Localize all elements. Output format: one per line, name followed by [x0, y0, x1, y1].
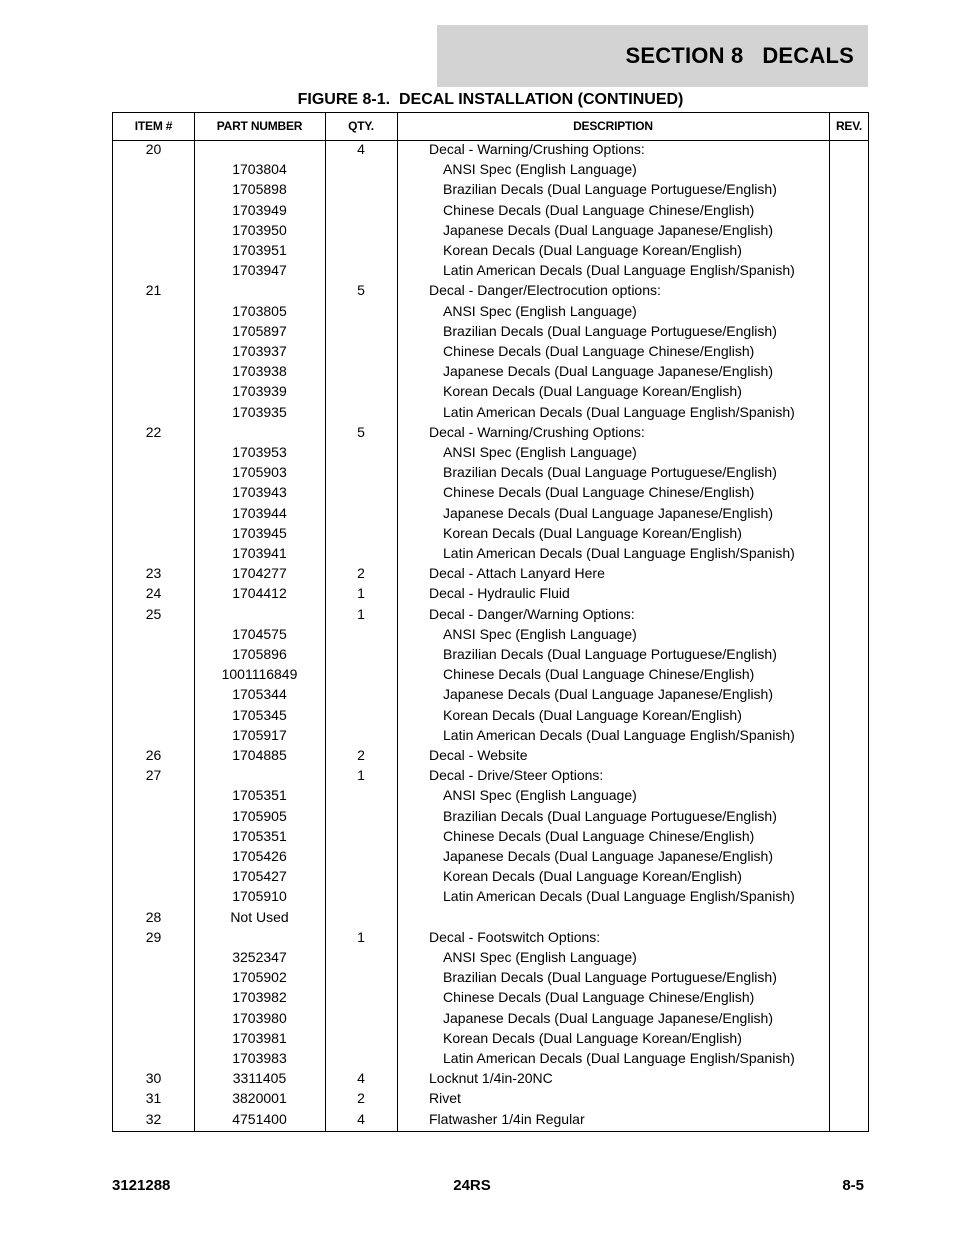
table-row [113, 1048, 868, 1068]
header-item-number: ITEM # [134, 119, 173, 133]
description-cell: Japanese Decals (Dual Language Japanese/English) [443, 686, 773, 703]
table-row [113, 442, 868, 462]
quantity-cell [325, 886, 397, 906]
item-number-cell: 24 [145, 585, 162, 602]
item-number-cell: 22 [145, 423, 162, 440]
quantity-cell [325, 482, 397, 502]
description-cell: Latin American Decals (Dual Language English/Spanish) [443, 888, 795, 905]
part-number-cell [194, 765, 325, 785]
description-cell: Latin American Decals (Dual Language English/Spanish) [443, 545, 795, 561]
quantity-cell [325, 987, 397, 1007]
part-number-cell: 1703941 [232, 545, 287, 561]
table-row [113, 907, 868, 927]
part-number-cell: 1703950 [232, 221, 287, 238]
description-cell: Decal - Attach Lanyard Here [429, 565, 605, 582]
item-number-cell [113, 301, 194, 321]
item-number-cell: 28 [145, 908, 162, 925]
quantity-cell [325, 866, 397, 886]
description-cell: Decal - Danger/Warning Options: [429, 605, 635, 622]
table-row [113, 644, 868, 664]
part-number-cell: 1703935 [232, 403, 287, 420]
table-header [113, 113, 868, 141]
item-number-cell [113, 503, 194, 523]
description-cell: Decal - Drive/Steer Options: [429, 767, 604, 784]
part-number-cell: 1703943 [232, 484, 287, 501]
table-row [113, 1028, 868, 1048]
description-cell: Chinese Decals (Dual Language Chinese/English) [443, 666, 755, 683]
quantity-cell [325, 462, 397, 482]
description-cell: Korean Decals (Dual Language Korean/English) [443, 1029, 742, 1046]
part-number-cell: 1703951 [232, 242, 287, 258]
item-number-cell [113, 644, 194, 664]
part-number-cell: 1705427 [232, 868, 287, 885]
item-number-cell [113, 240, 194, 260]
table-row [113, 725, 868, 745]
item-number-cell [113, 684, 194, 704]
description-cell: Brazilian Decals (Dual Language Portuguese/English) [443, 464, 777, 481]
item-number-cell [113, 462, 194, 482]
table-row [113, 806, 868, 826]
part-number-cell: 1703805 [232, 302, 287, 319]
quantity-cell [325, 200, 397, 220]
table-row [113, 987, 868, 1007]
table-row [113, 1008, 868, 1028]
quantity-cell [325, 301, 397, 321]
item-number-cell [113, 624, 194, 644]
quantity-cell: 5 [357, 423, 365, 440]
quantity-cell [325, 684, 397, 704]
description-cell: Chinese Decals (Dual Language Chinese/English) [443, 201, 755, 218]
item-number-cell [113, 543, 194, 563]
part-number-cell: 1704412 [232, 585, 287, 602]
part-number-cell: 1705910 [232, 888, 287, 905]
part-number-cell: 1703944 [232, 504, 287, 521]
description-cell: ANSI Spec (English Language) [443, 161, 637, 178]
part-number-cell: 3252347 [232, 949, 287, 965]
description-cell: Chinese Decals (Dual Language Chinese/English) [443, 989, 755, 1006]
quantity-cell: 1 [357, 585, 365, 602]
description-cell: Latin American Decals (Dual Language English/Spanish) [443, 403, 795, 420]
parts-table [112, 112, 869, 1132]
part-number-cell: 1703982 [232, 989, 287, 1006]
item-number-cell [113, 361, 194, 381]
description-cell: Decal - Danger/Electrocution options: [429, 282, 661, 299]
quantity-cell: 4 [357, 1070, 365, 1087]
table-row [113, 159, 868, 179]
quantity-cell [325, 341, 397, 361]
item-number-cell: 31 [145, 1090, 162, 1107]
part-number-cell: 1703937 [232, 343, 287, 359]
table-row [113, 321, 868, 341]
header-part-number: PART NUMBER [216, 119, 303, 133]
description-cell: Japanese Decals (Dual Language Japanese/English) [443, 504, 773, 521]
item-number-cell [113, 523, 194, 543]
part-number-cell: 1705344 [232, 686, 287, 703]
part-number-cell: 1705902 [232, 969, 287, 986]
description-cell: Brazilian Decals (Dual Language Portuguese/English) [443, 807, 777, 824]
item-number-cell [113, 1028, 194, 1048]
item-number-cell: 27 [145, 767, 162, 784]
section-title: SECTION 8 DECALS [625, 43, 854, 68]
item-number-cell: 23 [145, 565, 162, 582]
item-number-cell [113, 826, 194, 846]
part-number-cell: 1703947 [232, 262, 287, 279]
section-banner [437, 25, 868, 87]
part-number-cell: 1705917 [232, 726, 287, 743]
footer-model: 24RS [453, 1177, 491, 1194]
table-row [113, 361, 868, 381]
table-row [113, 563, 868, 583]
item-number-cell [113, 341, 194, 361]
description-cell: Korean Decals (Dual Language Korean/English) [443, 524, 742, 541]
quantity-cell [325, 947, 397, 967]
item-number-cell [113, 705, 194, 725]
description-cell: Decal - Hydraulic Fluid [429, 585, 570, 602]
table-row [113, 745, 868, 765]
part-number-cell [194, 280, 325, 300]
part-number-cell: 1705351 [232, 787, 287, 804]
table-row [113, 1088, 868, 1108]
part-number-cell: 1705896 [232, 646, 287, 662]
quantity-cell [325, 1048, 397, 1068]
item-number-cell [113, 381, 194, 401]
quantity-cell [325, 523, 397, 543]
part-number-cell: 1703938 [232, 363, 287, 380]
quantity-cell [325, 220, 397, 240]
table-row [113, 826, 868, 846]
part-number-cell: 4751400 [232, 1110, 287, 1127]
table-row [113, 1068, 868, 1088]
quantity-cell [325, 1008, 397, 1028]
description-cell: Flatwasher 1/4in Regular [429, 1110, 585, 1127]
quantity-cell [325, 664, 397, 684]
description-cell: Locknut 1/4in-20NC [429, 1070, 553, 1087]
table-row [113, 523, 868, 543]
item-number-cell [113, 321, 194, 341]
description-cell: ANSI Spec (English Language) [443, 302, 637, 319]
table-row [113, 341, 868, 361]
description-cell: ANSI Spec (English Language) [443, 787, 637, 804]
part-number-cell: 1705426 [232, 848, 287, 864]
part-number-cell [194, 927, 325, 947]
table-row [113, 462, 868, 482]
part-number-cell [194, 604, 325, 624]
table-row [113, 967, 868, 987]
table-row [113, 260, 868, 280]
quantity-cell: 4 [357, 141, 365, 157]
part-number-cell: 1703953 [232, 444, 287, 460]
quantity-cell: 5 [357, 282, 365, 299]
item-number-cell [113, 1008, 194, 1028]
description-cell: ANSI Spec (English Language) [443, 625, 637, 642]
footer-doc-number: 3121288 [112, 1177, 171, 1194]
description-cell: Korean Decals (Dual Language Korean/English) [443, 706, 742, 723]
description-cell: Korean Decals (Dual Language Korean/English) [443, 868, 742, 885]
header-description: DESCRIPTION [573, 119, 653, 133]
table-row [113, 765, 868, 785]
description-cell: Decal - Warning/Crushing Options: [429, 423, 645, 440]
part-number-cell: 3820001 [232, 1090, 287, 1107]
item-number-cell: 26 [145, 747, 162, 763]
part-number-cell: 1703983 [232, 1050, 287, 1066]
part-number-cell [194, 422, 325, 442]
description-cell: Brazilian Decals (Dual Language Portuguese/English) [443, 322, 777, 339]
part-number-cell: 3311405 [232, 1070, 287, 1087]
item-number-cell [113, 806, 194, 826]
description-cell [429, 907, 829, 927]
quantity-cell [325, 159, 397, 179]
part-number-cell: 1703945 [232, 524, 287, 541]
item-number-cell [113, 886, 194, 906]
description-cell: ANSI Spec (English Language) [443, 949, 637, 965]
description-cell: Korean Decals (Dual Language Korean/English) [443, 242, 742, 258]
part-number-cell: 1001116849 [221, 666, 298, 683]
description-cell: Japanese Decals (Dual Language Japanese/English) [443, 363, 773, 380]
part-number-cell: 1705351 [232, 827, 287, 844]
item-number-cell [113, 866, 194, 886]
quantity-cell [325, 907, 397, 927]
item-number-cell [113, 159, 194, 179]
quantity-cell [325, 846, 397, 866]
quantity-cell [325, 179, 397, 199]
table-row [113, 705, 868, 725]
part-number-cell: 1704885 [232, 747, 287, 763]
quantity-cell [325, 1028, 397, 1048]
item-number-cell [113, 947, 194, 967]
description-cell: Decal - Website [429, 747, 528, 763]
item-number-cell: 32 [145, 1110, 162, 1127]
item-number-cell [113, 1048, 194, 1068]
item-number-cell [113, 725, 194, 745]
item-number-cell: 21 [145, 282, 162, 299]
table-row [113, 927, 868, 947]
table-row [113, 280, 868, 300]
header-revision: REV. [835, 119, 863, 133]
description-cell: Chinese Decals (Dual Language Chinese/English) [443, 343, 755, 359]
quantity-cell [325, 503, 397, 523]
quantity-cell [325, 240, 397, 260]
table-row [113, 604, 868, 624]
part-number-cell: 1703981 [232, 1029, 287, 1046]
item-number-cell [113, 200, 194, 220]
quantity-cell: 2 [357, 565, 365, 582]
part-number-cell: 1704575 [232, 625, 287, 642]
quantity-cell [325, 260, 397, 280]
item-number-cell [113, 664, 194, 684]
table-row [113, 785, 868, 805]
footer-page-number: 8-5 [842, 1177, 864, 1194]
item-number-cell [113, 785, 194, 805]
part-number-cell: 1705897 [232, 322, 287, 339]
quantity-cell [325, 624, 397, 644]
table-row [113, 886, 868, 906]
item-number-cell [113, 987, 194, 1007]
item-number-cell: 25 [145, 605, 162, 622]
table-row [113, 422, 868, 442]
description-cell: Chinese Decals (Dual Language Chinese/English) [443, 827, 755, 844]
table-row [113, 482, 868, 502]
description-cell: Rivet [429, 1090, 461, 1107]
description-cell: Chinese Decals (Dual Language Chinese/English) [443, 484, 755, 501]
item-number-cell: 20 [145, 141, 162, 157]
quantity-cell [325, 967, 397, 987]
quantity-cell: 1 [357, 928, 365, 945]
description-cell: Japanese Decals (Dual Language Japanese/English) [443, 1009, 773, 1026]
item-number-cell [113, 482, 194, 502]
quantity-cell: 1 [357, 767, 365, 784]
quantity-cell [325, 361, 397, 381]
part-number-cell: Not Used [230, 908, 289, 925]
quantity-cell [325, 381, 397, 401]
table-row [113, 240, 868, 260]
quantity-cell [325, 644, 397, 664]
quantity-cell: 4 [357, 1110, 365, 1127]
table-row [113, 381, 868, 401]
part-number-cell: 1703804 [232, 161, 287, 178]
figure-title: FIGURE 8-1. DECAL INSTALLATION (CONTINUED) [297, 91, 684, 108]
part-number-cell: 1705898 [232, 181, 287, 198]
table-row [113, 624, 868, 644]
table-row [113, 402, 868, 422]
part-number-cell: 1703980 [232, 1009, 287, 1026]
item-number-cell [113, 402, 194, 422]
table-row [113, 543, 868, 563]
table-row [113, 200, 868, 220]
description-cell: Decal - Warning/Crushing Options: [429, 141, 645, 157]
part-number-cell: 1705905 [232, 807, 287, 824]
quantity-cell [325, 442, 397, 462]
description-cell: Japanese Decals (Dual Language Japanese/English) [443, 221, 773, 238]
quantity-cell [325, 543, 397, 563]
description-cell: Latin American Decals (Dual Language English/Spanish) [443, 1050, 795, 1066]
table-row [113, 684, 868, 704]
description-cell: Latin American Decals (Dual Language English/Spanish) [443, 262, 795, 279]
description-cell: Latin American Decals (Dual Language English/Spanish) [443, 726, 795, 743]
description-cell: Japanese Decals (Dual Language Japanese/English) [443, 848, 773, 864]
item-number-cell [113, 846, 194, 866]
item-number-cell [113, 260, 194, 280]
table-row [113, 301, 868, 321]
description-cell: ANSI Spec (English Language) [443, 444, 637, 460]
quantity-cell: 2 [357, 747, 365, 763]
quantity-cell [325, 826, 397, 846]
table-row [113, 866, 868, 886]
table-row [113, 846, 868, 866]
quantity-cell: 1 [357, 605, 365, 622]
table-row [113, 179, 868, 199]
part-number-cell: 1705903 [232, 464, 287, 481]
quantity-cell [325, 321, 397, 341]
quantity-cell [325, 725, 397, 745]
table-row [113, 1109, 868, 1129]
quantity-cell [325, 785, 397, 805]
item-number-cell: 30 [145, 1070, 162, 1087]
quantity-cell [325, 402, 397, 422]
part-number-cell: 1703949 [232, 201, 287, 218]
table-row [113, 503, 868, 523]
header-quantity: QTY. [348, 119, 374, 133]
item-number-cell [113, 179, 194, 199]
part-number-cell [194, 139, 325, 159]
table-row [113, 664, 868, 684]
description-cell: Brazilian Decals (Dual Language Portuguese/English) [443, 181, 777, 198]
table-row [113, 220, 868, 240]
part-number-cell: 1705345 [232, 706, 287, 723]
item-number-cell [113, 220, 194, 240]
item-number-cell [113, 442, 194, 462]
quantity-cell: 2 [357, 1090, 365, 1107]
item-number-cell: 29 [145, 928, 162, 945]
quantity-cell [325, 705, 397, 725]
quantity-cell [325, 806, 397, 826]
table-row [113, 583, 868, 603]
description-cell: Korean Decals (Dual Language Korean/English) [443, 383, 742, 400]
description-cell: Decal - Footswitch Options: [429, 928, 601, 945]
description-cell: Brazilian Decals (Dual Language Portuguese/English) [443, 969, 777, 986]
part-number-cell: 1703939 [232, 383, 287, 400]
item-number-cell [113, 967, 194, 987]
table-row [113, 139, 868, 159]
table-row [113, 947, 868, 967]
part-number-cell: 1704277 [232, 565, 287, 582]
description-cell: Brazilian Decals (Dual Language Portuguese/English) [443, 646, 777, 662]
